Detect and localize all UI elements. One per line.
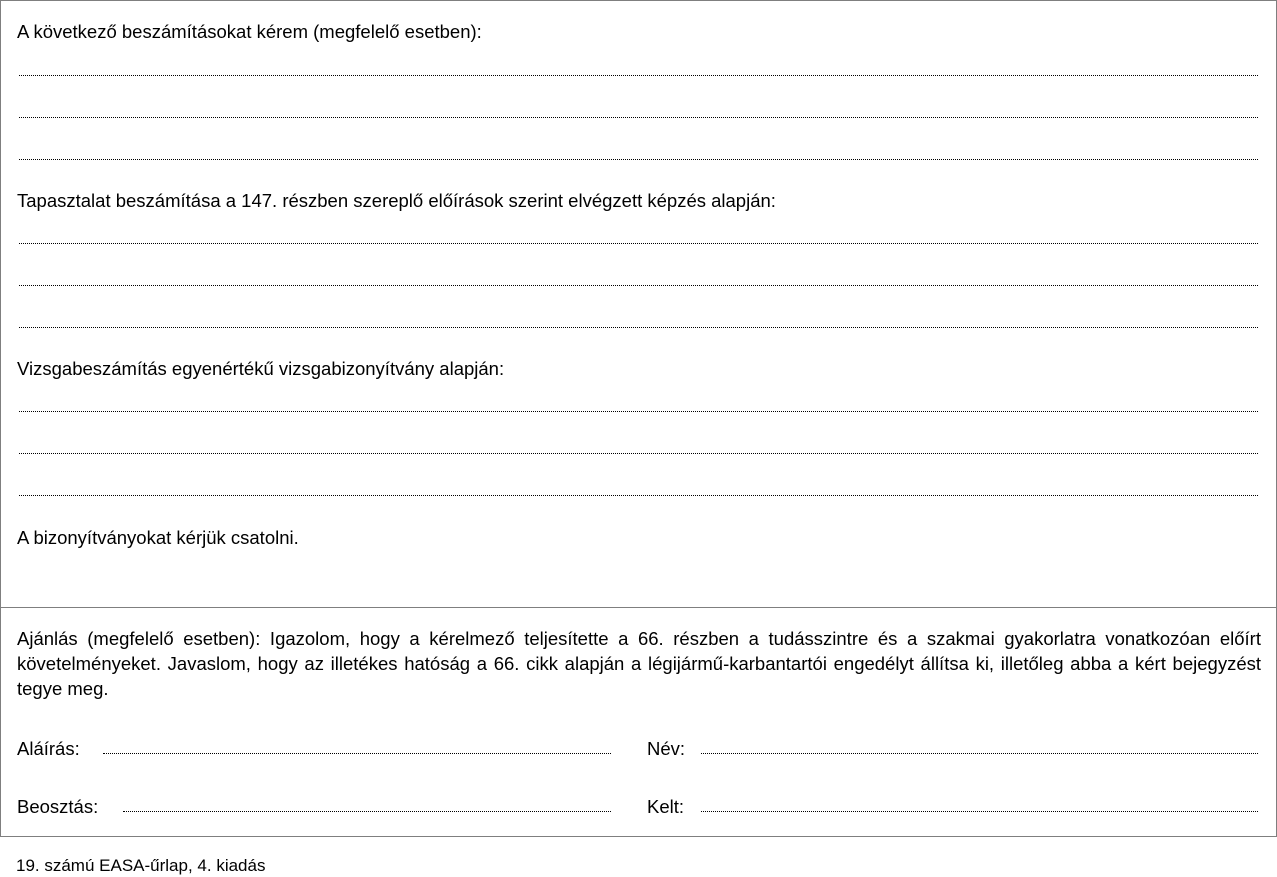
name-label: Név: xyxy=(647,738,686,759)
signature-label: Aláírás: xyxy=(17,738,80,759)
exam-line-2[interactable] xyxy=(19,447,1258,454)
recommendation-section-box xyxy=(0,606,1277,837)
exam-heading: Vizsgabeszámítás egyenértékű vizsgabizonyítvány alapján: xyxy=(17,358,505,379)
training-line-1[interactable] xyxy=(19,237,1258,244)
form-id-footer: 19. számú EASA-űrlap, 4. kiadás xyxy=(16,856,266,875)
credits-line-3[interactable] xyxy=(19,153,1258,160)
position-label: Beosztás: xyxy=(17,796,99,817)
credits-line-1[interactable] xyxy=(19,69,1258,76)
exam-line-3[interactable] xyxy=(19,489,1258,496)
date-label: Kelt: xyxy=(647,796,685,817)
exam-line-1[interactable] xyxy=(19,405,1258,412)
date-field[interactable] xyxy=(701,805,1258,812)
credits-line-2[interactable] xyxy=(19,111,1258,118)
recommendation-text: Ajánlás (megfelelő esetben): Igazolom, hogy a kérelmező teljesítette a 66. részben a tudásszintre és a szakmai gyakorlatra vonatkozóan előírt követelményeket. Javaslom, hogy az illetékes hatóság a 66. cikk alapján a légijármű-karbantartói engedélyt állítsa ki, illetőleg abba a kért bejegyzést tegye meg. xyxy=(17,628,1261,699)
training-line-3[interactable] xyxy=(19,321,1258,328)
training-line-2[interactable] xyxy=(19,279,1258,286)
attach-note: A bizonyítványokat kérjük csatolni. xyxy=(17,527,299,548)
signature-field[interactable] xyxy=(103,747,611,754)
training-heading: Tapasztalat beszámítása a 147. részben szereplő előírások szerint elvégzett képzés alapján: xyxy=(17,190,776,211)
position-field[interactable] xyxy=(123,805,611,812)
name-field[interactable] xyxy=(701,747,1258,754)
credits-heading: A következő beszámításokat kérem (megfelelő esetben): xyxy=(17,21,482,42)
